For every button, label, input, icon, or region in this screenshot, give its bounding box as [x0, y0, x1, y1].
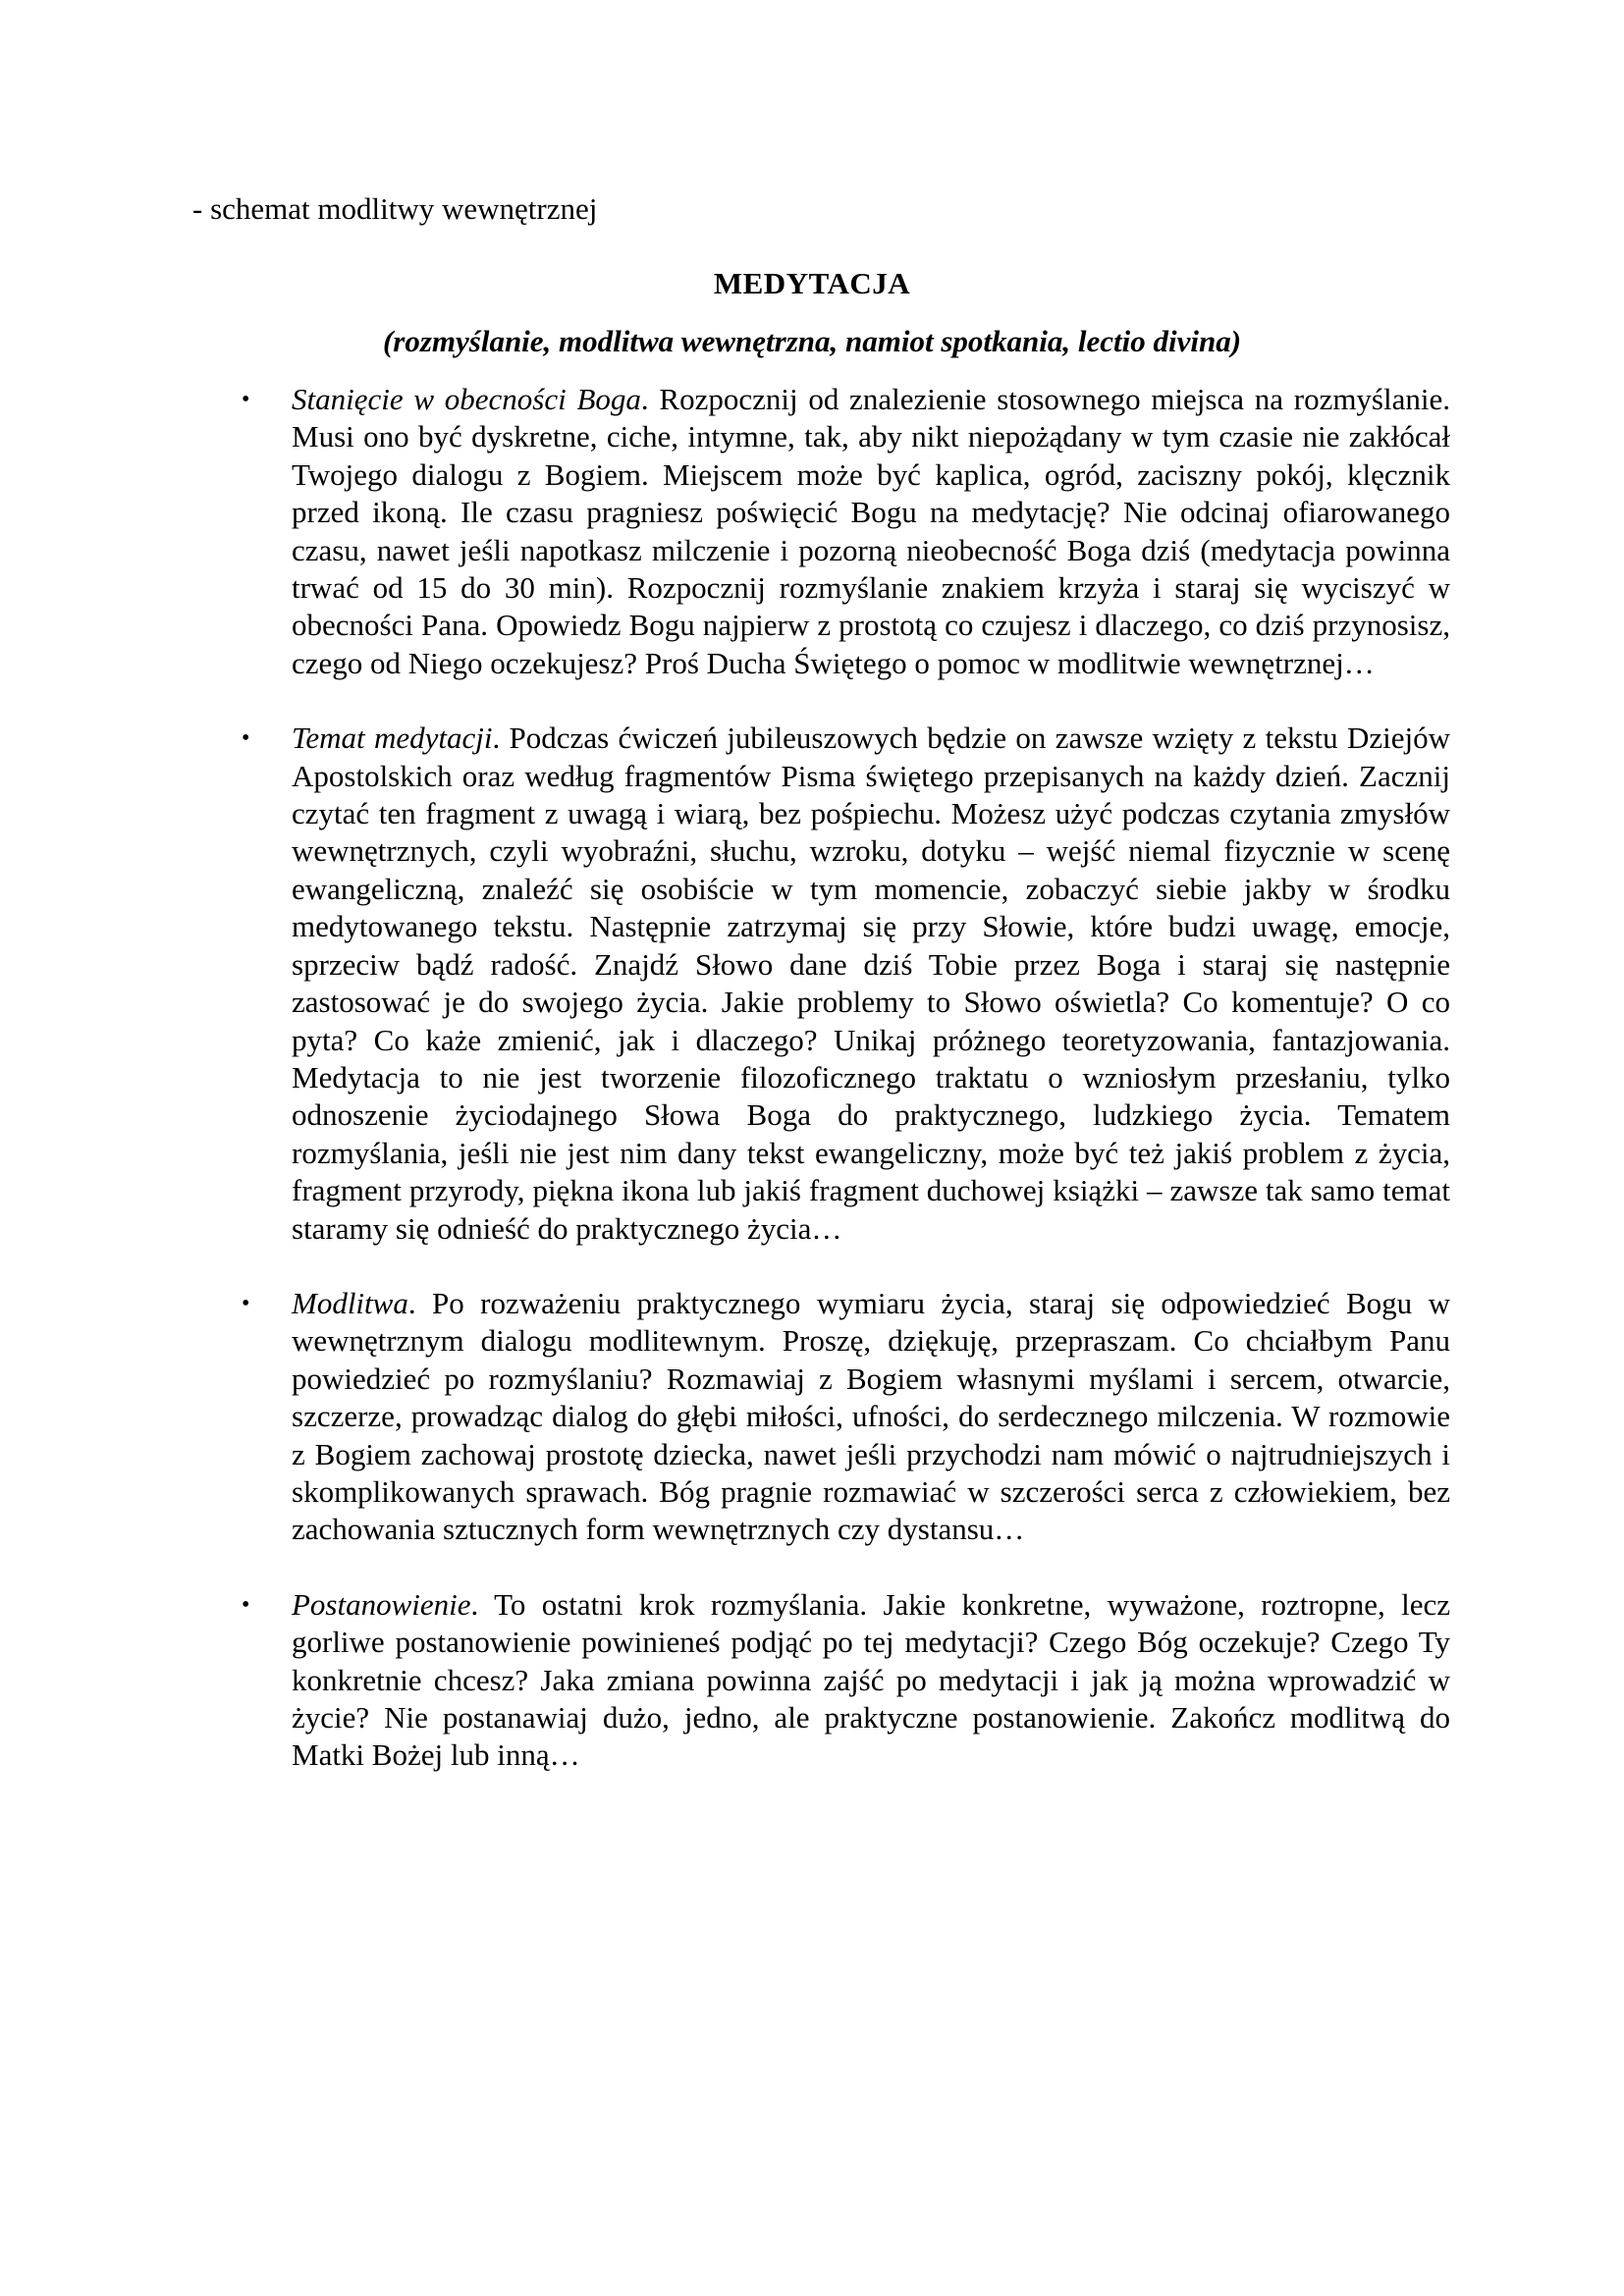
step-item [0, 1586, 1624, 1775]
step-item [0, 381, 1624, 682]
page-subtitle: (rozmyślanie, modlitwa wewnętrzna, namiot spotkania, lectio divina) [382, 324, 1242, 358]
step-body: . Po rozważeniu praktycznego wymiaru życia, staraj się odpowiedzieć Bogu w wewnętrznym dialogu modlitewnym. Proszę, dziękuję, przepraszam. Co chciałbym Panu powiedzieć po rozmyślaniu? Rozmawiaj z Bogiem własnymi myślami i sercem, otwarcie, szczerze, prowadząc dialog do głębi miłości, ufności, do serdecznego milczenia. W rozmowie z Bogiem zachowaj prostotę dziecka, nawet jeśli przychodzi nam mówić o najtrudniejszych i skomplikowanych sprawach. Bóg pragnie rozmawiać w szczerości serca z człowiekiem, bez zachowania sztucznych form wewnętrznych czy dystansu… [292, 1285, 1450, 1547]
page-title: MEDYTACJA [713, 266, 911, 300]
step-heading: Stanięcie w obecności Boga [292, 382, 641, 416]
step-heading: Modlitwa [292, 1285, 408, 1320]
step-body: . Rozpocznij od znalezienie stosownego miejsca na rozmyślanie. Musi ono być dyskretne, ciche, intymne, tak, aby nikt niepożądany w tym czasie nie zakłócał Twojego dialogu z Bogiem. Miejscem może być kaplica, ogród, zaciszny pokój, klęcznik przed ikoną. Ile czasu pragniesz poświęcić Bogu na medytację? Nie odcinaj ofiarowanego czasu, nawet jeśli napotkasz milczenie i pozorną nieobecność Boga dziś (medytacja powinna trwać od 15 do 30 min). Rozpocznij rozmyślanie znakiem krzyża i staraj się wyciszyć w obecności Pana. Opowiedz Bogu najpierw z prostotą co czujesz i dlaczego, co dziś przynosisz, czego od Niego oczekujesz? Proś Ducha Świętego o pomoc w modlitwie wewnętrznej… [292, 382, 1450, 680]
bullet-icon: • [242, 387, 250, 412]
step-text [292, 381, 1450, 682]
step-heading: Temat medytacji [292, 721, 493, 756]
bullet-icon: • [242, 1290, 250, 1316]
step-text [292, 1285, 1450, 1549]
step-heading: Postanowienie [292, 1586, 471, 1622]
bullet-icon: • [242, 725, 250, 752]
step-text [292, 1586, 1450, 1775]
step-item [0, 720, 1624, 1248]
step-body: . To ostatni krok rozmyślania. Jakie konkretne, wyważone, roztropne, lecz gorliwe postanowienie powinieneś podjąć po tej medytacji? Czego Bóg oczekuje? Czego Ty konkretnie chcesz? Jaka zmiana powinna zajść po medytacji i jak ją można wprowadzić w życie? Nie postanawiaj dużo, jedno, ale praktyczne postanowienie. Zakończ modlitwą do Matki Bożej lub inną… [292, 1586, 1450, 1773]
step-item [0, 1285, 1624, 1549]
step-body: . Podczas ćwiczeń jubileuszowych będzie on zawsze wzięty z tekstu Dziejów Apostolskich oraz według fragmentów Pisma świętego przepisanych na każdy dzień. Zacznij czytać ten fragment z uwagą i wiarą, bez pośpiechu. Możesz użyć podczas czytania zmysłów wewnętrznych, czyli wyobraźni, słuchu, wzroku, dotyku – wejść niemal fizycznie w scenę ewangeliczną, znaleźć się osobiście w tym momencie, zobaczyć siebie jakby w środku medytowanego tekstu. Następnie zatrzymaj się przy Słowie, które budzi uwagę, emocje, sprzeciw bądź radość. Znajdź Słowo dane dziś Tobie przez Boga i staraj się następnie zastosować je do swojego życia. Jakie problemy to Słowo oświetla? Co komentuje? O co pyta? Co każe zmienić, jak i dlaczego? Unikaj próżnego teoretyzowania, fantazjowania. Medytacja to nie jest tworzenie filozoficznego traktatu o wzniosłym przesłaniu, tylko odnoszenie życiodajnego Słowa Boga do praktycznego, ludzkiego życia. Tematem rozmyślania, jeśli nie jest nim dany tekst ewangeliczny, może być też jakiś problem z życia, fragment przyrody, piękna ikona lub jakiś fragment duchowej książki – zawsze tak samo temat staramy się odnieść do praktycznego życia… [292, 721, 1450, 1246]
meditation-steps-list [0, 381, 1624, 1812]
step-text [292, 720, 1450, 1248]
intro-line: - schemat modlitwy wewnętrznej [192, 191, 598, 226]
bullet-icon: • [242, 1591, 250, 1618]
